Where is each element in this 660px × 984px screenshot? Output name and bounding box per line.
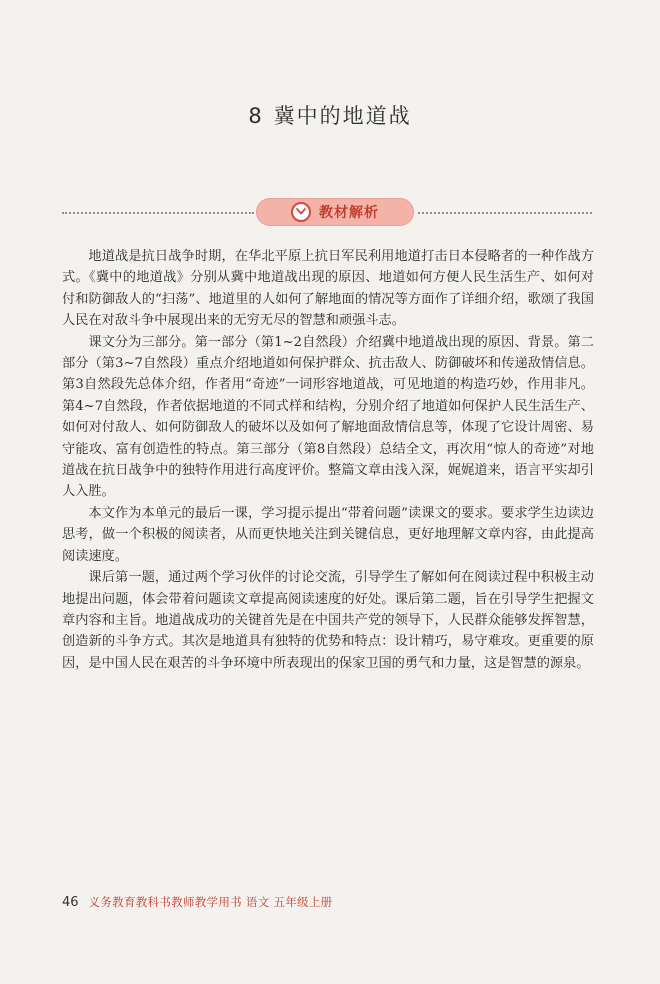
- page-number: 46: [62, 895, 79, 910]
- page-footer: [62, 894, 332, 914]
- lesson-number: 8: [248, 104, 264, 128]
- paragraph: 地道战是抗日战争时期，在华北平原上抗日军民利用地道打击日本侵略者的一种作战方式。《冀中的地道战》分别从冀中地道战出现的原因、地道如何方便人民生活生产、如何对付和防御敌人的“扫荡”、地道里的人如何了解地面的情况等方面作了详细介绍，歌颂了我国人民在对敌斗争中展现出来的无穷无尽的智慧和顽强斗志。: [62, 249, 594, 329]
- paragraph: 课后第一题，通过两个学习伙伴的讨论交流，引导学生了解如何在阅读过程中积极主动地提出问题，体会带着问题读文章提高阅读速度的好处。课后第二题，旨在引导学生把握文章内容和主旨。地道战成功的关键首先是在中国共产党的领导下，人民群众能够发挥智慧，创造新的斗争方式。其次是地道具有独特的优势和特点：设计精巧，易守难攻。更重要的原因，是中国人民在艰苦的斗争环境中所表现出的保家卫国的勇气和力量，这是智慧的源泉。: [62, 570, 594, 671]
- section-header: [62, 198, 592, 228]
- analysis-text: [62, 246, 594, 674]
- paragraph: 课文分为三部分。第一部分（第1~2自然段）介绍冀中地道战出现的原因、背景。第二部分（第3~7自然段）重点介绍地道如何保护群众、抗击敌人、防御破坏和传递敌情信息。第3自然段先总体介绍，作者用“奇迹”一词形容地道战，可见地道的构造巧妙，作用非凡。第4~7自然段，作者依据地道的不同式样和结构，分别介绍了地道如何保护人民生活生产、如何对付敌人、如何防御敌人的破坏以及如何了解地面敌情信息等，体现了它设计周密、易守能攻、富有创造性的特点。第三部分（第8自然段）总结全文，再次用“惊人的奇迹”对地道战在抗日战争中的独特作用进行高度评价。整篇文章由浅入深，娓娓道来，语言平实却引人入胜。: [62, 334, 594, 500]
- dotted-divider-left: [62, 212, 254, 214]
- lesson-title: [0, 100, 660, 130]
- paragraph: 本文作为本单元的最后一课，学习提示提出“带着问题”读课文的要求。要求学生边读边思考，做一个积极的阅读者，从而更快地关注到关键信息，更好地理解文章内容，由此提高阅读速度。: [62, 505, 594, 564]
- book-title: 义务教育教科书教师教学用书 语文 五年级上册: [88, 895, 333, 909]
- dotted-divider-right: [418, 212, 592, 214]
- lesson-title-text: 冀中的地道战: [273, 104, 412, 128]
- section-label: 教材解析: [319, 205, 379, 221]
- section-badge: [256, 198, 414, 226]
- down-arrow-icon: [291, 202, 311, 222]
